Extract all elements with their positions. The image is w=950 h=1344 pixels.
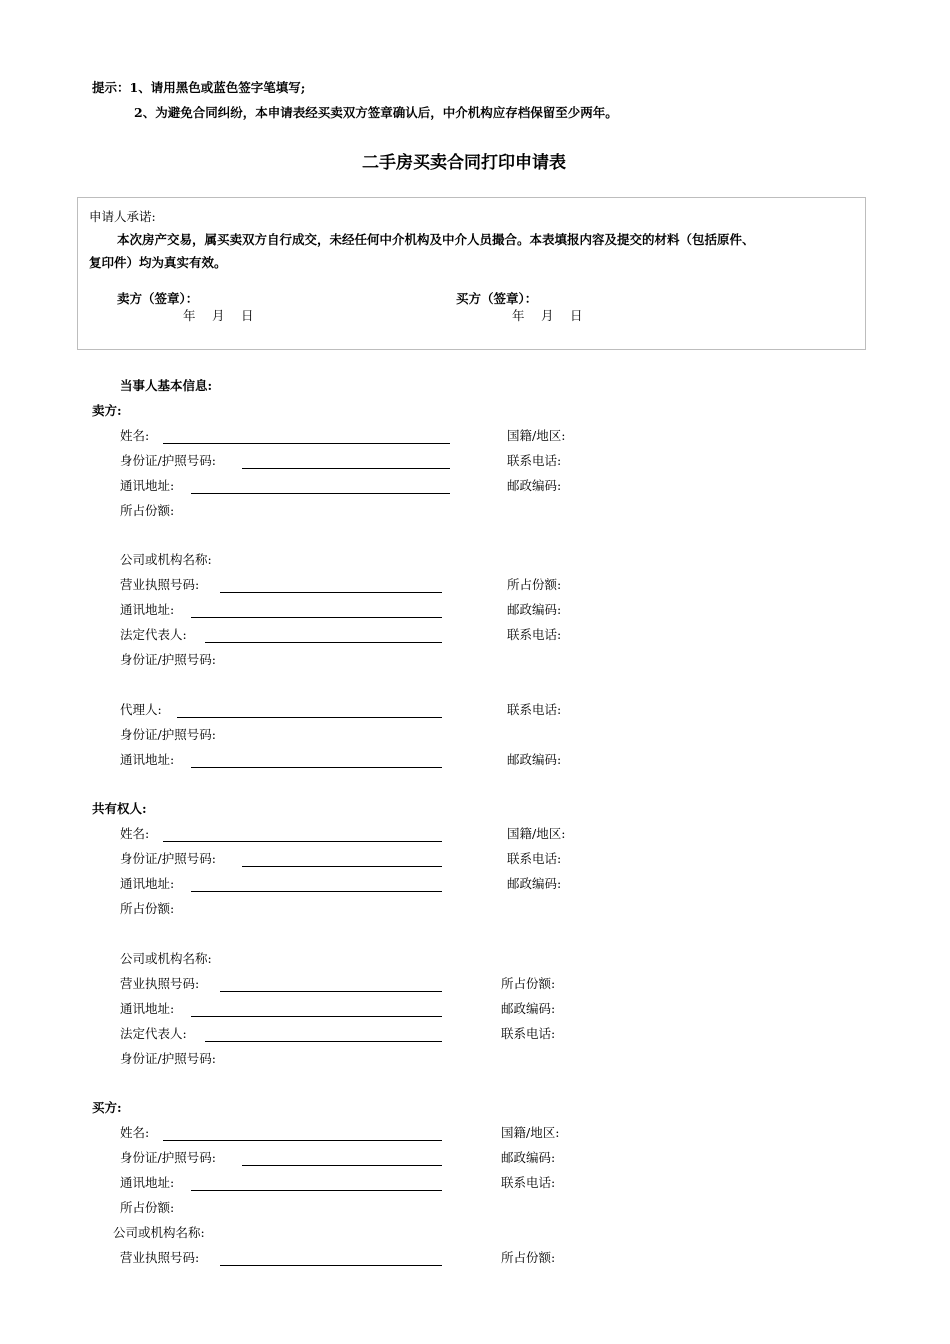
- seller-company-address-label: 通讯地址:: [120, 602, 175, 617]
- pledge-text-1: 本次房产交易，属买卖双方自行成交，未经任何中介机构及中介人员撮合。本表填报内容及提交的材料（包括原件、: [117, 232, 755, 247]
- seller-postcode-label: 邮政编码:: [507, 478, 562, 493]
- buyer-license-label: 营业执照号码:: [120, 1250, 200, 1265]
- co-owner-company-label: 公司或机构名称:: [120, 951, 212, 966]
- co-owner-nationality-label: 国籍/地区:: [507, 826, 566, 841]
- buyer-nationality-label: 国籍/地区:: [501, 1125, 560, 1140]
- seller-name-field[interactable]: [163, 443, 450, 444]
- seller-company-postcode-label: 邮政编码:: [507, 602, 562, 617]
- page-title: 二手房买卖合同打印申请表: [362, 153, 566, 173]
- tip-line-1: 提示：1、请用黑色或蓝色签字笔填写;: [92, 80, 306, 95]
- co-owner-company-address-field[interactable]: [191, 1016, 442, 1017]
- buyer-phone-label: 联系电话:: [501, 1175, 556, 1190]
- seller-company-phone-label: 联系电话:: [507, 627, 562, 642]
- pledge-heading: 申请人承诺:: [89, 209, 156, 224]
- co-owner-legal-rep-field[interactable]: [205, 1041, 442, 1042]
- co-owner-legal-rep-label: 法定代表人:: [120, 1026, 187, 1041]
- co-owner-company-address-label: 通讯地址:: [120, 1001, 175, 1016]
- buyer-address-label: 通讯地址:: [120, 1175, 175, 1190]
- seller-rep-id-label: 身份证/护照号码:: [120, 652, 216, 667]
- seller-agent-postcode-label: 邮政编码:: [507, 752, 562, 767]
- co-owner-name-label: 姓名:: [120, 826, 150, 841]
- seller-agent-address-label: 通讯地址:: [120, 752, 175, 767]
- seller-nationality-label: 国籍/地区:: [507, 428, 566, 443]
- seller-address-field[interactable]: [191, 493, 450, 494]
- seller-license-field[interactable]: [220, 592, 442, 593]
- co-owner-address-label: 通讯地址:: [120, 876, 175, 891]
- seller-license-label: 营业执照号码:: [120, 577, 200, 592]
- seller-sign-date: 年 月 日: [183, 308, 254, 323]
- seller-heading: 卖方:: [92, 403, 122, 418]
- co-owner-company-postcode-label: 邮政编码:: [501, 1001, 556, 1016]
- co-owner-name-field[interactable]: [163, 841, 442, 842]
- co-owner-company-share-label: 所占份额:: [501, 976, 556, 991]
- seller-signature-label: 卖方（签章）：: [117, 291, 199, 306]
- buyer-license-field[interactable]: [220, 1265, 442, 1266]
- co-owner-license-label: 营业执照号码:: [120, 976, 200, 991]
- pledge-box: [77, 197, 866, 350]
- seller-legal-rep-field[interactable]: [205, 642, 442, 643]
- co-owner-id-field[interactable]: [242, 866, 442, 867]
- seller-agent-address-field[interactable]: [191, 767, 442, 768]
- seller-company-share-label: 所占份额:: [507, 577, 562, 592]
- seller-agent-id-label: 身份证/护照号码:: [120, 727, 216, 742]
- co-owner-heading: 共有权人:: [92, 801, 147, 816]
- co-owner-address-field[interactable]: [191, 891, 442, 892]
- seller-phone-label: 联系电话:: [507, 453, 562, 468]
- seller-agent-phone-label: 联系电话:: [507, 702, 562, 717]
- buyer-id-label: 身份证/护照号码:: [120, 1150, 216, 1165]
- co-owner-phone-label: 联系电话:: [507, 851, 562, 866]
- co-owner-postcode-label: 邮政编码:: [507, 876, 562, 891]
- tip-line-2: 2、为避免合同纠纷，本申请表经买卖双方签章确认后，中介机构应存档保留至少两年。: [134, 105, 618, 120]
- buyer-sign-date: 年 月 日: [512, 308, 583, 323]
- buyer-company-share-label: 所占份额:: [501, 1250, 556, 1265]
- seller-share-label: 所占份额:: [120, 503, 175, 518]
- seller-address-label: 通讯地址:: [120, 478, 175, 493]
- buyer-name-label: 姓名:: [120, 1125, 150, 1140]
- seller-id-label: 身份证/护照号码:: [120, 453, 216, 468]
- seller-id-field[interactable]: [242, 468, 450, 469]
- co-owner-id-label: 身份证/护照号码:: [120, 851, 216, 866]
- buyer-name-field[interactable]: [163, 1140, 442, 1141]
- buyer-signature-label: 买方（签章）：: [456, 291, 538, 306]
- buyer-share-label: 所占份额:: [120, 1200, 175, 1215]
- buyer-id-field[interactable]: [242, 1165, 442, 1166]
- buyer-address-field[interactable]: [191, 1190, 442, 1191]
- co-owner-rep-id-label: 身份证/护照号码:: [120, 1051, 216, 1066]
- seller-company-address-field[interactable]: [191, 617, 442, 618]
- seller-agent-label: 代理人:: [120, 702, 162, 717]
- seller-name-label: 姓名:: [120, 428, 150, 443]
- seller-legal-rep-label: 法定代表人:: [120, 627, 187, 642]
- co-owner-license-field[interactable]: [220, 991, 442, 992]
- buyer-company-label: 公司或机构名称:: [113, 1225, 205, 1240]
- pledge-text-2: 复印件）均为真实有效。: [89, 255, 227, 270]
- basic-info-heading: 当事人基本信息:: [120, 378, 213, 393]
- co-owner-company-phone-label: 联系电话:: [501, 1026, 556, 1041]
- seller-company-label: 公司或机构名称:: [120, 552, 212, 567]
- co-owner-share-label: 所占份额:: [120, 901, 175, 916]
- seller-agent-field[interactable]: [177, 717, 442, 718]
- buyer-heading: 买方:: [92, 1100, 122, 1115]
- buyer-postcode-label: 邮政编码:: [501, 1150, 556, 1165]
